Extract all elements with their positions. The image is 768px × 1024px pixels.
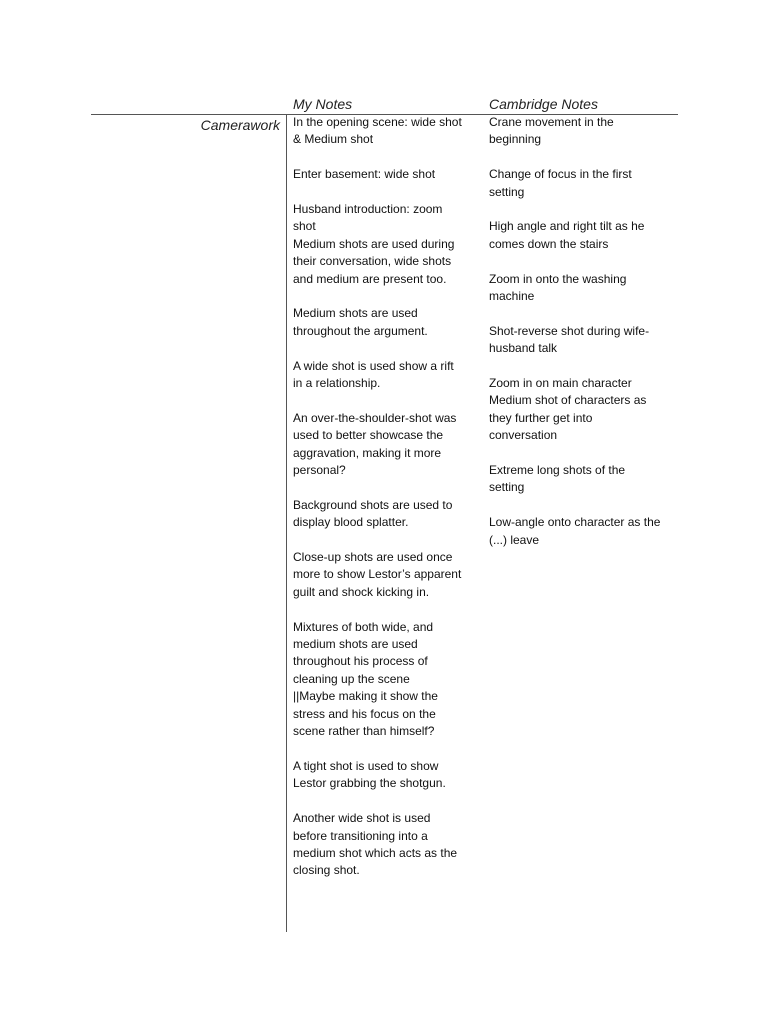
my-note: Husband introduction: zoom shot: [293, 202, 443, 234]
my-note: An over-the-shoulder-shot was used to better showcase the aggravation, making it more personal?: [293, 410, 457, 478]
my-note: Mixtures of both wide, and medium shots are used throughout his process of cleaning up the scene ||Maybe making it show the stress and his focus on the scene rather than himself?: [293, 619, 438, 739]
my-note: Medium shots are used throughout the argument.: [293, 306, 428, 338]
cambridge-note: Crane movement in the beginning: [489, 115, 614, 147]
my-note: Enter basement: wide shot: [293, 167, 436, 182]
cambridge-note: Zoom in onto the washing machine: [489, 271, 627, 304]
my-note: Another wide shot is used before transitioning into a medium shot which acts as the closing shot.: [293, 811, 458, 878]
column-divider: [286, 114, 287, 932]
my-note: A wide shot is used show a rift in a relationship.: [293, 358, 454, 391]
my-notes-header: My Notes: [293, 96, 353, 112]
cambridge-note: Shot-reverse shot during wife- husband talk: [489, 323, 650, 356]
my-notes-column: [293, 114, 478, 897]
my-note: Background shots are used to display blood splatter.: [293, 497, 453, 530]
cambridge-notes-column: [489, 114, 677, 566]
my-note: Close-up shots are used once more to show Lestor’s apparent guilt and shock kicking in.: [293, 550, 462, 599]
my-note: Medium shots are used during their conversation, wide shots and medium are present too.: [293, 236, 455, 286]
cambridge-note: Change of focus in the first setting: [489, 167, 632, 199]
cambridge-note: High angle and right tilt as he comes down the stairs: [489, 219, 645, 251]
cambridge-notes-header: Cambridge Notes: [489, 96, 598, 112]
cambridge-note: Zoom in on main character Medium shot of characters as they further get into conversation: [489, 376, 647, 443]
my-note: A tight shot is used to show Lestor grabbing the shotgun.: [293, 758, 446, 791]
my-note: In the opening scene: wide shot & Medium shot: [293, 115, 462, 147]
cambridge-note: Extreme long shots of the setting: [489, 463, 626, 495]
row-label-camerawork: Camerawork: [200, 117, 280, 133]
cambridge-note: Low-angle onto character as the (...) leave: [489, 515, 661, 547]
